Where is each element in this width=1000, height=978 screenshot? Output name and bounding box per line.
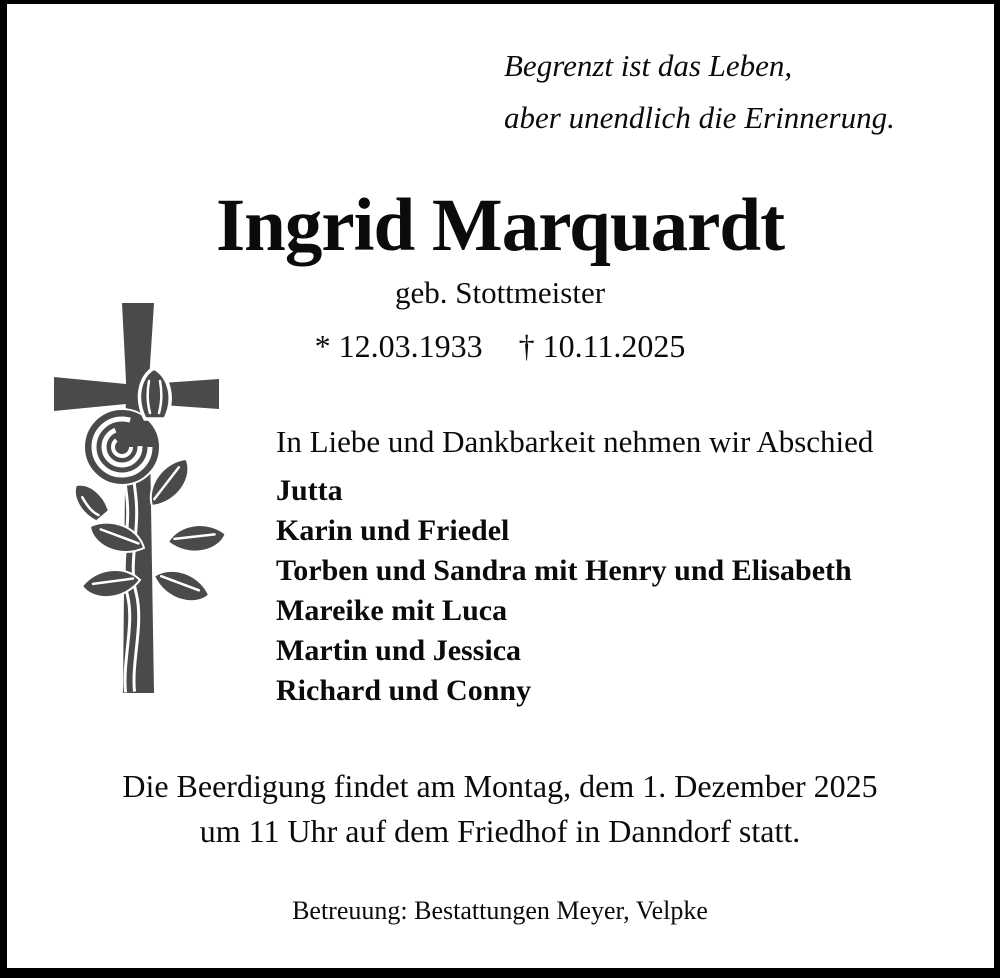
mourner-list (276, 471, 852, 711)
mourner-line: Martin und Jessica (276, 634, 522, 667)
mourner-line: Karin und Friedel (276, 514, 510, 547)
mourner-line: Richard und Conny (276, 674, 532, 707)
mourner-line: Jutta (276, 474, 343, 507)
epigraph (504, 40, 895, 144)
epigraph-line-2: aber unendlich die Erinnerung. (504, 100, 895, 135)
epigraph-line-1: Begrenzt ist das Leben, (504, 48, 793, 83)
rosebud-icon (67, 476, 113, 524)
leaf-icon (150, 558, 212, 613)
rosebud-icon (139, 368, 170, 419)
leaf-icon (167, 521, 226, 556)
mourner-line: Mareike mit Luca (276, 594, 508, 627)
funeral-info (0, 764, 1000, 854)
funeral-line-2: um 11 Uhr auf dem Friedhof in Danndorf statt. (199, 813, 801, 849)
funeral-line-1: Die Beerdigung findet am Montag, dem 1. Dezember 2025 (122, 768, 878, 804)
deceased-name: Ingrid Marquardt (215, 184, 785, 267)
death-date: † 10.11.2025 (518, 328, 686, 364)
birth-date: * 12.03.1933 (314, 328, 483, 364)
funeral-home-line: Betreuung: Bestattungen Meyer, Velpke (292, 896, 708, 925)
farewell-line: In Liebe und Dankbarkeit nehmen wir Abschied (276, 424, 874, 459)
mourner-line: Torben und Sandra mit Henry und Elisabeth (276, 554, 852, 587)
cross-with-rose-icon (36, 280, 276, 710)
maiden-name: geb. Stottmeister (394, 275, 606, 310)
